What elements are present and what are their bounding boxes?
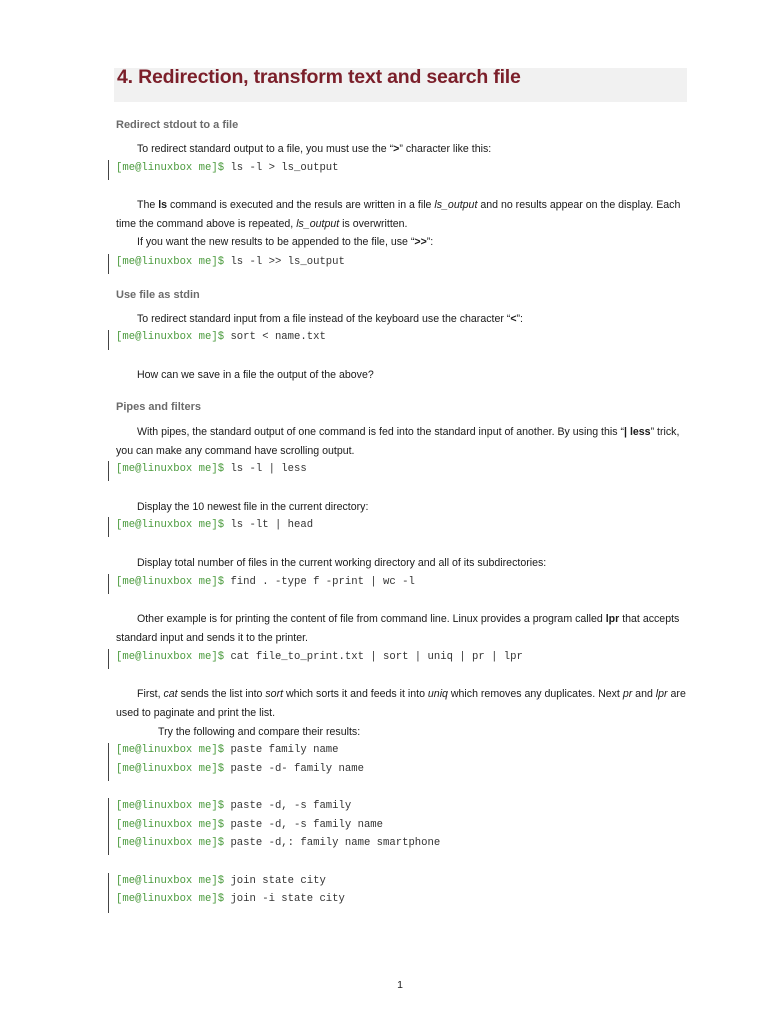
code-line: [me@linuxbox me]$ cat file_to_print.txt | sort | uniq | pr | lpr bbox=[116, 651, 523, 663]
paragraph: The ls command is executed and the resuls are written in a file ls_output and no results appear on the display. Each time the command above is repeated, ls_output is overwritten. bbox=[116, 199, 681, 230]
code-line: [me@linuxbox me]$ paste -d,: family name smartphone bbox=[116, 837, 441, 849]
code-line: [me@linuxbox me]$ sort < name.txt bbox=[116, 331, 326, 343]
paragraph: First, cat sends the list into sort which sorts it and feeds it into uniq which removes any duplicates. Next pr and lpr are used to paginate and print the list. bbox=[116, 688, 686, 719]
page-number: 1 bbox=[397, 979, 403, 991]
code-line: [me@linuxbox me]$ ls -l > ls_output bbox=[116, 162, 339, 174]
section-heading-file-stdin: Use file as stdin bbox=[116, 289, 200, 301]
paragraph: With pipes, the standard output of one command is fed into the standard input of another. By using this “| less” trick, you can make any command have scrolling output. bbox=[116, 426, 680, 457]
code-block-bar bbox=[108, 649, 109, 669]
section-heading-pipes-filters: Pipes and filters bbox=[116, 401, 201, 413]
code-block-bar bbox=[108, 254, 109, 274]
code-line: [me@linuxbox me]$ paste -d- family name bbox=[116, 763, 364, 775]
page-title: 4. Redirection, transform text and search file bbox=[117, 66, 521, 88]
paragraph: To redirect standard output to a file, you must use the “>” character like this: bbox=[137, 143, 492, 155]
code-block-bar bbox=[108, 160, 109, 180]
paragraph: Display the 10 newest file in the current directory: bbox=[137, 501, 369, 513]
paragraph: Try the following and compare their results: bbox=[158, 726, 361, 738]
code-block-bar bbox=[108, 743, 109, 781]
code-line: [me@linuxbox me]$ find . -type f -print | wc -l bbox=[116, 576, 415, 588]
code-line: [me@linuxbox me]$ paste family name bbox=[116, 744, 339, 756]
code-line: [me@linuxbox me]$ join -i state city bbox=[116, 893, 345, 905]
code-line: [me@linuxbox me]$ paste -d, -s family name bbox=[116, 819, 384, 831]
paragraph: If you want the new results to be appended to the file, use “>>”: bbox=[137, 236, 434, 248]
code-block-bar bbox=[108, 798, 109, 855]
code-line: [me@linuxbox me]$ ls -l | less bbox=[116, 463, 307, 475]
paragraph: How can we save in a file the output of the above? bbox=[137, 369, 374, 381]
code-line: [me@linuxbox me]$ join state city bbox=[116, 875, 326, 887]
paragraph: Display total number of files in the current working directory and all of its subdirectories: bbox=[137, 557, 547, 569]
section-heading-redirect-stdout: Redirect stdout to a file bbox=[116, 119, 239, 131]
code-block-bar bbox=[108, 330, 109, 350]
paragraph: To redirect standard input from a file instead of the keyboard use the character “<”: bbox=[137, 313, 524, 325]
code-line: [me@linuxbox me]$ ls -lt | head bbox=[116, 519, 314, 531]
code-block-bar bbox=[108, 873, 109, 913]
code-block-bar bbox=[108, 461, 109, 481]
code-line: [me@linuxbox me]$ ls -l >> ls_output bbox=[116, 256, 345, 268]
code-line: [me@linuxbox me]$ paste -d, -s family bbox=[116, 800, 352, 812]
code-block-bar bbox=[108, 574, 109, 594]
paragraph: Other example is for printing the content of file from command line. Linux provides a program called lpr that accepts standard input and sends it to the printer. bbox=[116, 613, 680, 644]
code-block-bar bbox=[108, 517, 109, 537]
